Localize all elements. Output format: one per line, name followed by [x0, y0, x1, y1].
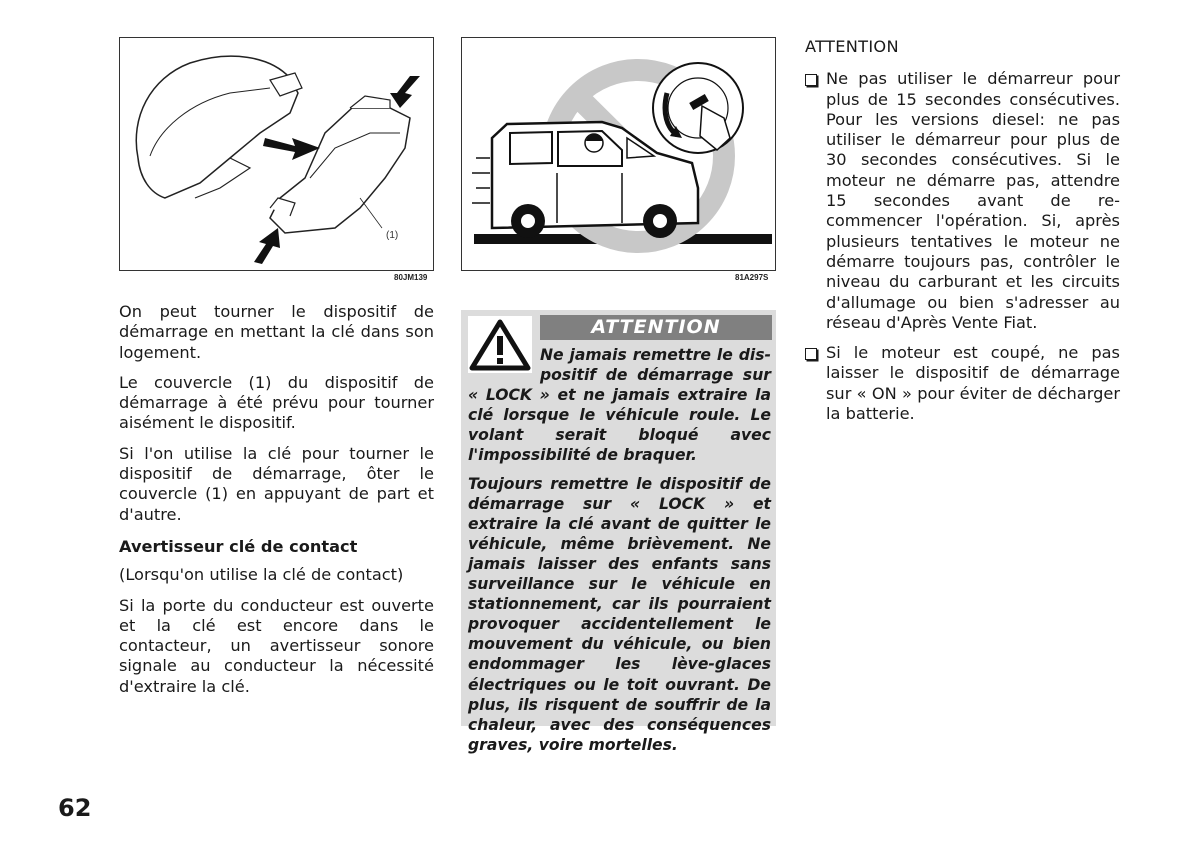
warning-title: ATTENTION: [540, 315, 772, 340]
arrow-icon: [390, 76, 420, 108]
left-column: [119, 302, 434, 707]
figure-no-lock-while-driving: [461, 37, 776, 271]
paragraph: Si la porte du conducteur est ouverte et la clé est encore dans le contacteur, un avertisseur sonore signale au conducteur la nécessité d'extraire la clé.: [119, 595, 434, 696]
checkbox-bullet-icon: [805, 74, 817, 86]
paragraph: Le couvercle (1) du dispositif de démarrage à été prévu pour tourner aisément le dispositif.: [119, 372, 434, 433]
attention-heading: ATTENTION: [805, 37, 899, 56]
paragraph: On peut tourner le dispositif de démarrage en mettant la clé dans son logement.: [119, 302, 434, 362]
list-item-text: Ne pas utiliser le démarreur pour plus de 15 secondes consécutives. Pour les versions diesel: ne pas utiliser le démarreur pour plus de 30 secondes consécutives. Si le moteur ne démarre pas, attendre 15 secondes avant de recommencer l'opération. Si, après plusieurs tentatives le moteur ne démarre toujours pas, contrôler le niveau du carburant et les circuits d'allumage ou bien s'adresser au réseau d'Après Vente Fiat.: [826, 69, 1120, 332]
warning-paragraph: Ne jamais remettre le dispositif de démarrage sur « LOCK » et ne jamais extraire la clé lorsque le véhicule roule. Le volant serait bloqué avec l'impossibilité de braquer.: [468, 346, 771, 465]
list-item: [805, 69, 1120, 333]
figure-ignition-cover: [119, 37, 434, 271]
right-column: [805, 37, 1120, 434]
figure-code: 80JM139: [394, 273, 428, 282]
paragraph: Si l'on utilise la clé pour tourner le dispositif de démarrage, ôter le couvercle (1) en appuyant de part et d'autre.: [119, 443, 434, 524]
page-number: 62: [58, 794, 92, 822]
warning-text: [468, 345, 771, 763]
list-item: [805, 343, 1120, 424]
paragraph: (Lorsqu'on utilise la clé de contact): [119, 565, 404, 585]
arrow-icon: [254, 228, 280, 264]
arrow-icon: [263, 138, 320, 160]
callout-label: (1): [386, 230, 399, 241]
section-heading: Avertisseur clé de contact: [119, 536, 358, 556]
list-item-text: Si le moteur est coupé, ne pas laisser le dispositif de démarrage sur « ON » pour éviter de décharger la batterie.: [826, 343, 1120, 424]
figure-code: 81A297S: [735, 273, 769, 282]
warning-paragraph: Toujours remettre le dispositif de démarrage sur « LOCK » et extraire la clé avant de quitter le véhicule, même brièvement. Ne jamais laisser des enfants sans surveillance sur le véhicule en stationnement, car ils pourraient provoquer accidentellement le mouvement du véhicule, ou bien endommager les lève-glaces électriques ou le toit ouvrant. De plus, ils risquent de souffrir de la chaleur, avec des conséquences graves, voire mortelles.: [468, 474, 771, 754]
checkbox-bullet-icon: [805, 348, 817, 360]
prohibition-illustration: [462, 38, 775, 270]
